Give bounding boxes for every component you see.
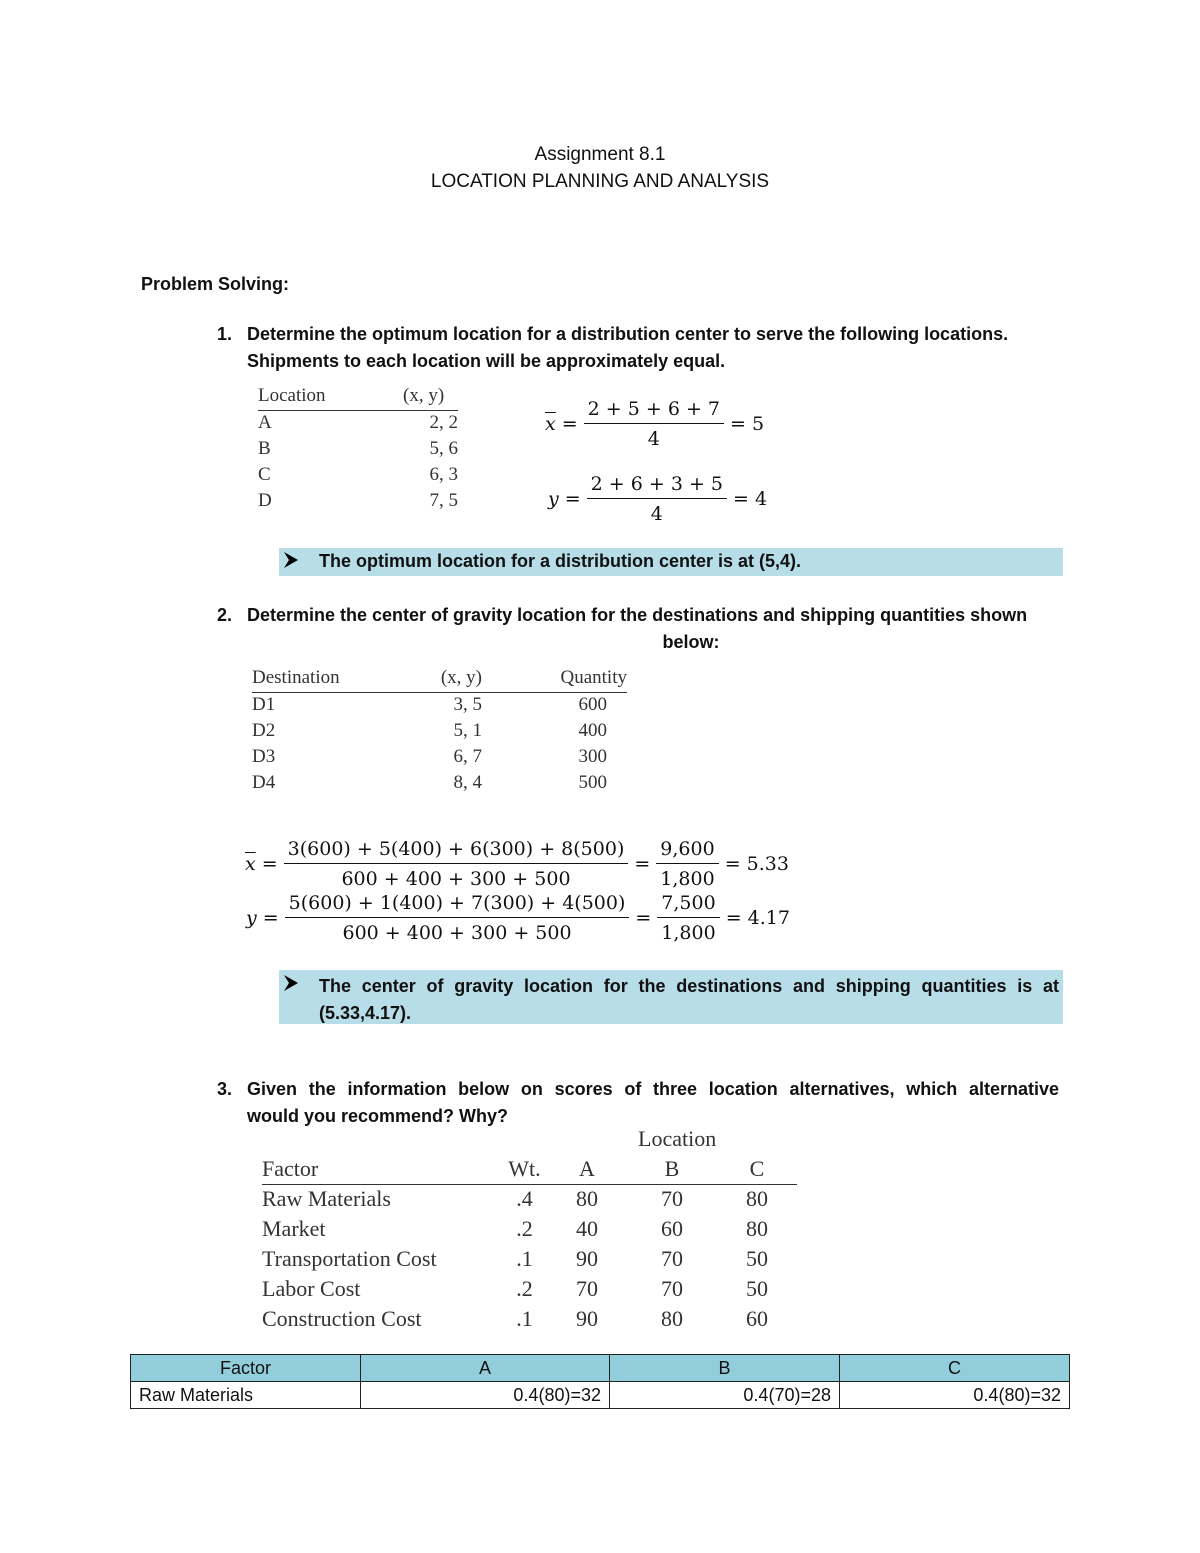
q3-cell: .4 — [516, 1186, 533, 1212]
q3-cell: 50 — [746, 1246, 768, 1271]
arrow-bullet-icon — [283, 551, 299, 574]
q2-col-xy: (x, y) — [430, 664, 482, 692]
q3-col-factor: Factor — [262, 1154, 502, 1184]
table-row — [262, 1214, 797, 1244]
table-row — [252, 692, 627, 718]
q2-answer-line1: The center of gravity location for the destinations and shipping quantities is at — [319, 976, 1059, 996]
q2-cell: 6, 7 — [453, 746, 482, 767]
table-row — [252, 744, 627, 770]
q3-cell: 50 — [746, 1276, 768, 1301]
q3-cell: 70 — [576, 1276, 598, 1301]
q2-text-line1: Determine the center of gravity location for the destinations and shipping quantities shown — [247, 605, 1028, 625]
q3-cell: .1 — [516, 1246, 533, 1271]
q3-cell: Transportation Cost — [262, 1246, 437, 1271]
q2-cell: 400 — [578, 720, 607, 741]
q3-cell: .1 — [516, 1306, 533, 1331]
score-cell: 0.4(80)=32 — [361, 1382, 610, 1409]
q3-cell: .2 — [516, 1216, 533, 1241]
q2-col-quantity: Quantity — [482, 664, 627, 692]
q3-col-c: C — [717, 1154, 797, 1184]
q3-number: 3. — [216, 1079, 232, 1099]
q1-ybar-result: = 4 — [733, 488, 768, 510]
q1-ybar-denominator: 4 — [650, 503, 663, 525]
q3-score-table — [130, 1354, 1070, 1409]
q1-cell: C — [258, 464, 271, 485]
q1-xbar-formula — [545, 398, 770, 450]
q2-destination-table — [252, 664, 627, 796]
q3-cell: 60 — [746, 1306, 768, 1331]
q2-xbar-eq2: = — [634, 853, 651, 875]
q3-cell: Construction Cost — [262, 1306, 422, 1331]
q3-cell: 70 — [661, 1246, 683, 1271]
q3-cell: 70 — [661, 1276, 683, 1301]
q1-answer-box — [279, 548, 1063, 576]
q1-col-xy: (x, y) — [403, 382, 458, 410]
q3-cell: 60 — [661, 1216, 683, 1241]
q1-xbar-result: = 5 — [730, 413, 765, 435]
q2-xbar-formula — [245, 838, 795, 890]
q1-xbar-numerator: 2 + 5 + 6 + 7 — [584, 398, 724, 424]
q1-text-line2: Shipments to each location will be approximately equal. — [247, 351, 726, 371]
q1-ybar-formula — [548, 473, 773, 525]
q1-text-line1: Determine the optimum location for a distribution center to serve the following locations. — [247, 324, 1009, 344]
q1-number: 1. — [216, 324, 232, 344]
q3-cell: 70 — [661, 1186, 683, 1212]
q1-col-location: Location — [258, 382, 403, 410]
q2-ybar-numerator: 5(600) + 1(400) + 7(300) + 4(500) — [285, 892, 630, 918]
q3-col-b: B — [627, 1154, 717, 1184]
q2-answer-line2: (5.33,4.17). — [319, 1003, 412, 1023]
q3-text-line1: Given the information below on scores of three location alternatives, which alternative — [247, 1079, 1059, 1099]
score-cell: 0.4(80)=32 — [840, 1382, 1070, 1409]
q2-text-line2: below: — [662, 632, 720, 652]
q1-cell: 6, 3 — [429, 464, 458, 485]
q2-ybar-result: = 4.17 — [725, 907, 790, 929]
table-row — [252, 718, 627, 744]
q2-ybar-fraction — [285, 892, 630, 944]
score-cell: 0.4(70)=28 — [610, 1382, 840, 1409]
q2-cell: 3, 5 — [453, 694, 482, 716]
score-col-a: A — [361, 1355, 610, 1382]
q2-xbar-numerator: 3(600) + 5(400) + 6(300) + 8(500) — [284, 838, 629, 864]
q2-xbar-denominator: 600 + 400 + 300 + 500 — [341, 868, 571, 890]
q2-text — [247, 602, 1059, 656]
q2-ybar-eq: = — [262, 907, 279, 929]
assignment-subtitle: LOCATION PLANNING AND ANALYSIS — [430, 171, 770, 192]
score-col-c: C — [840, 1355, 1070, 1382]
q2-cell: D4 — [252, 772, 276, 793]
q2-xbar-lhs: $\overline{x}$ — [245, 853, 256, 875]
q2-cell: 600 — [578, 694, 607, 716]
q1-cell: B — [258, 438, 271, 459]
q1-xbar-lhs: $\overline{x}$ — [545, 413, 556, 435]
q3-cell: 80 — [661, 1306, 683, 1331]
q3-cell: 80 — [576, 1186, 598, 1212]
q3-cell: Market — [262, 1216, 326, 1241]
q2-ybar-den2: 1,800 — [661, 922, 716, 944]
q2-xbar-fraction2 — [656, 838, 718, 890]
table-row — [258, 410, 458, 436]
q2-ybar-num2: 7,500 — [657, 892, 719, 918]
q2-ybar-fraction2 — [657, 892, 719, 944]
q1-location-table — [258, 382, 458, 514]
table-row — [258, 436, 458, 462]
q2-answer-box — [279, 970, 1063, 1024]
q3-col-wt: Wt. — [502, 1154, 547, 1184]
q3-cell: 90 — [576, 1306, 598, 1331]
q1-cell: 2, 2 — [429, 412, 458, 434]
q2-cell: D1 — [252, 694, 276, 716]
table-row — [258, 488, 458, 514]
q3-text — [247, 1076, 1059, 1130]
assignment-title: Assignment 8.1 — [534, 144, 666, 165]
q3-cell: 90 — [576, 1246, 598, 1271]
q2-ybar-denominator: 600 + 400 + 300 + 500 — [342, 922, 572, 944]
q1-xbar-eq: = — [561, 413, 578, 435]
table-row — [262, 1244, 797, 1274]
q2-ybar-formula — [246, 892, 796, 944]
q2-cell: D3 — [252, 746, 276, 767]
q1-cell: 5, 6 — [429, 438, 458, 459]
q1-cell: D — [258, 490, 272, 511]
q2-col-destination: Destination — [252, 664, 430, 692]
q2-cell: 8, 4 — [453, 772, 482, 793]
q3-cell: 80 — [746, 1186, 768, 1212]
q3-factor-table — [262, 1154, 797, 1334]
q2-number: 2. — [216, 605, 232, 625]
q2-cell: 5, 1 — [453, 720, 482, 741]
q2-xbar-num2: 9,600 — [656, 838, 718, 864]
q2-cell: D2 — [252, 720, 276, 741]
q1-ybar-lhs: y — [548, 488, 559, 510]
table-row — [262, 1304, 797, 1334]
q3-cell: .2 — [516, 1276, 533, 1301]
q2-ybar-lhs: y — [246, 907, 257, 929]
q2-xbar-result: = 5.33 — [724, 853, 789, 875]
q3-cell: Raw Materials — [262, 1186, 391, 1212]
q1-ybar-numerator: 2 + 6 + 3 + 5 — [587, 473, 727, 499]
q1-xbar-denominator: 4 — [647, 428, 660, 450]
q2-xbar-den2: 1,800 — [660, 868, 715, 890]
q3-cell: 40 — [576, 1216, 598, 1241]
score-col-factor: Factor — [131, 1355, 361, 1382]
q1-answer-text: The optimum location for a distribution center is at (5,4). — [319, 551, 802, 571]
q2-xbar-eq: = — [261, 853, 278, 875]
q1-ybar-fraction — [587, 473, 727, 525]
q2-xbar-fraction — [284, 838, 629, 890]
q3-cell: 80 — [746, 1216, 768, 1241]
table-row — [252, 770, 627, 796]
q1-xbar-fraction — [584, 398, 724, 450]
q1-cell: A — [258, 412, 272, 434]
q1-text — [247, 321, 1008, 375]
q1-cell: 7, 5 — [429, 490, 458, 511]
table-row — [262, 1184, 797, 1214]
score-cell: Raw Materials — [131, 1382, 361, 1409]
q2-cell: 300 — [578, 746, 607, 767]
q3-col-a: A — [547, 1154, 627, 1184]
q2-cell: 500 — [578, 772, 607, 793]
table-row — [131, 1382, 1070, 1409]
q3-cell: Labor Cost — [262, 1276, 361, 1301]
table-row — [258, 462, 458, 488]
table-row — [262, 1274, 797, 1304]
q2-answer-text — [319, 973, 1059, 1027]
arrow-bullet-icon — [283, 974, 299, 997]
q1-ybar-eq: = — [564, 488, 581, 510]
q3-location-group-header: Location — [638, 1126, 717, 1151]
section-label: Problem Solving: — [141, 274, 290, 294]
q3-text-line2: would you recommend? Why? — [247, 1106, 509, 1126]
score-col-b: B — [610, 1355, 840, 1382]
q2-ybar-eq2: = — [635, 907, 652, 929]
